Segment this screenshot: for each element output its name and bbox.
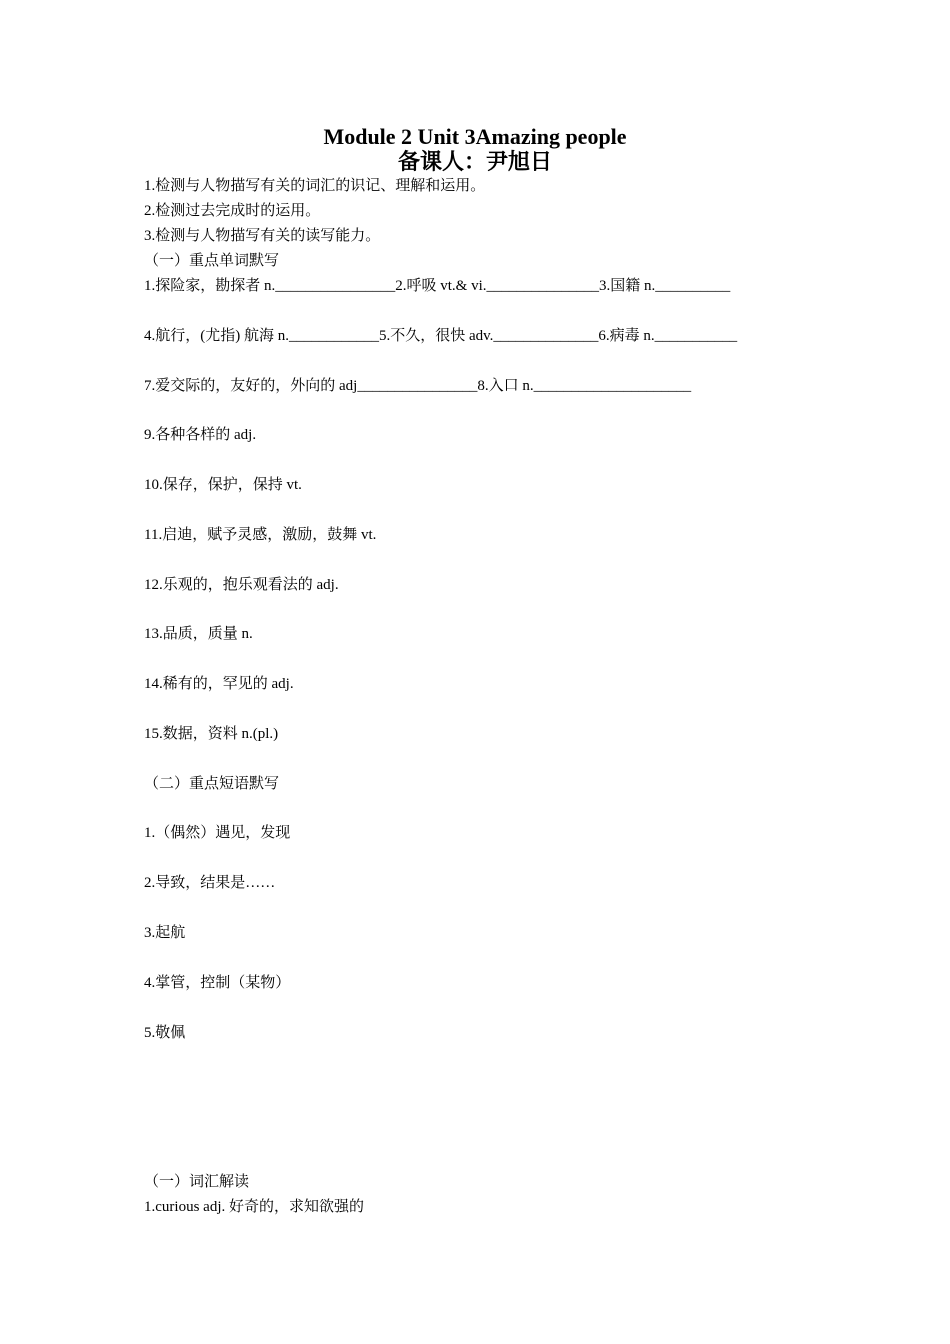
- word-item-11: 11.启迪，赋予灵感，激励，鼓舞 vt.: [144, 527, 377, 543]
- section-words-heading: （一）重点单词默写: [144, 253, 280, 269]
- word-item-1-3: 1.探险家，勘探者 n.________________2.呼吸 vt.& vi._______________3.国籍 n.__________: [144, 278, 731, 294]
- phrase-item-2: 2.导致，结果是……: [144, 875, 276, 891]
- word-item-15: 15.数据，资料 n.(pl.): [144, 726, 279, 742]
- objective-3: 3.检测与人物描写有关的读写能力。: [144, 228, 381, 244]
- document-author: 备课人：尹旭日: [397, 149, 552, 174]
- word-item-7-8: 7.爱交际的，友好的，外向的 adj________________8.入口 n._____________________: [144, 378, 692, 394]
- objective-1: 1.检测与人物描写有关的词汇的识记、理解和运用。: [144, 178, 486, 194]
- vocab-item-1: 1.curious adj. 好奇的，求知欲强的: [144, 1199, 364, 1215]
- document-title: Module 2 Unit 3Amazing people: [323, 124, 627, 149]
- section-phrases-heading: （二）重点短语默写: [144, 776, 280, 792]
- word-item-9: 9.各种各样的 adj.: [144, 427, 257, 443]
- phrase-item-5: 5.敬佩: [144, 1025, 186, 1041]
- word-item-10: 10.保存，保护，保持 vt.: [144, 477, 302, 493]
- section-vocab-heading: （一）词汇解读: [144, 1174, 250, 1190]
- word-item-4-6: 4.航行，(尤指) 航海 n.____________5.不久，很快 adv.______________6.病毒 n.___________: [144, 328, 738, 344]
- phrase-item-1: 1.（偶然）遇见，发现: [144, 825, 291, 841]
- word-item-14: 14.稀有的，罕见的 adj.: [144, 676, 294, 692]
- phrase-item-4: 4.掌管，控制（某物）: [144, 975, 291, 991]
- word-item-13: 13.品质，质量 n.: [144, 626, 253, 642]
- objective-2: 2.检测过去完成时的运用。: [144, 203, 321, 219]
- phrase-item-3: 3.起航: [144, 925, 186, 941]
- word-item-12: 12.乐观的，抱乐观看法的 adj.: [144, 577, 339, 593]
